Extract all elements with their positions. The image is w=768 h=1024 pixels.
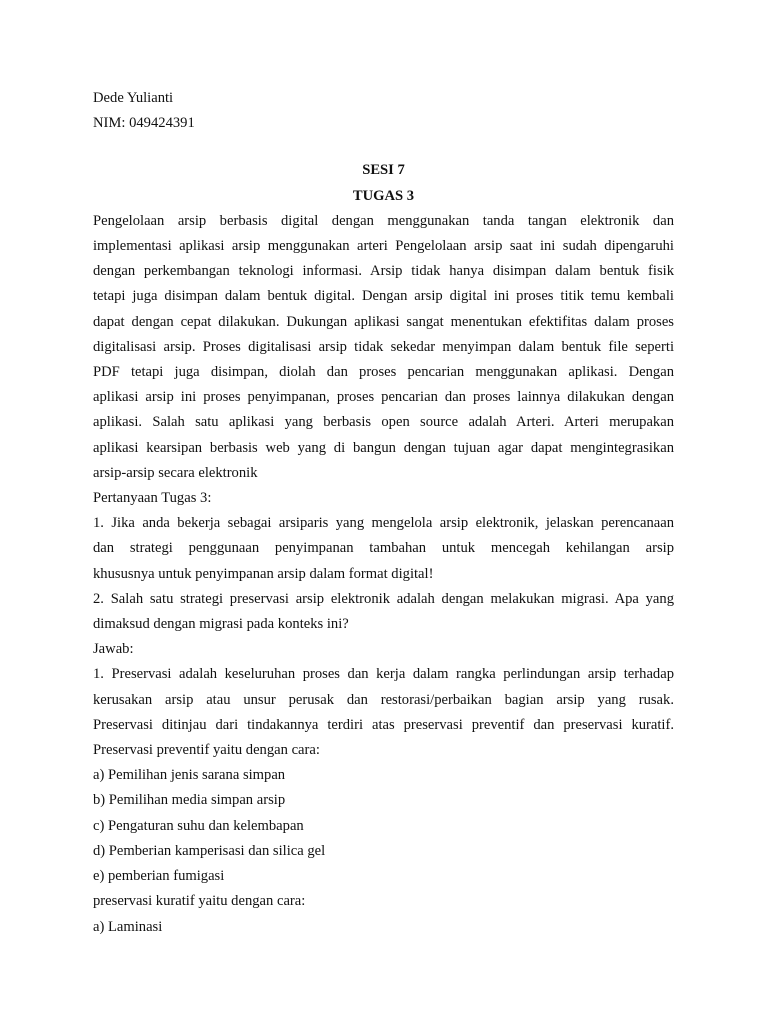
intro-line: dapat dengan cepat dilakukan. Dukungan aplikasi sangat menentukan efektifitas dalam proses: [93, 313, 674, 330]
intro-line: implementasi aplikasi arsip menggunakan arteri Pengelolaan arsip saat ini sudah dipengaruhi: [93, 238, 674, 255]
answer-1: [93, 662, 674, 738]
session-title: SESI 7: [362, 162, 405, 179]
answer-1-line: Preservasi ditinjau dari tindakannya terdiri atas preservasi preventif dan preservasi kuratif.: [93, 716, 674, 733]
question-1: [93, 511, 674, 587]
intro-line: arsip-arsip secara elektronik: [93, 464, 258, 481]
intro-line: digitalisasi arsip. Proses digitalisasi arsip tidak sekedar menyimpan dalam bentuk file seperti: [93, 338, 674, 355]
list-item: e) pemberian fumigasi: [93, 868, 225, 885]
answer-1-line: 1. Preservasi adalah keseluruhan proses dan kerja dalam rangka perlindungan arsip terhadap: [93, 666, 674, 683]
intro-line: aplikasi kearsipan berbasis web yang di bangun dengan tujuan agar dapat mengintegrasikan: [93, 439, 674, 456]
question-2-line: 2. Salah satu strategi preservasi arsip elektronik adalah dengan melakukan migrasi. Apa yang: [93, 590, 674, 607]
intro-paragraph: [93, 209, 674, 486]
list-item: a) Pemilihan jenis sarana simpan: [93, 767, 286, 784]
intro-line: tetapi juga disimpan dalam bentuk digital. Dengan arsip digital ini proses titik temu kembali: [93, 288, 674, 305]
author-name: Dede Yulianti: [93, 90, 174, 106]
list-item: c) Pengaturan suhu dan kelembapan: [93, 817, 304, 834]
spacer: [93, 136, 674, 158]
list-item: b) Pemilihan media simpan arsip: [93, 792, 286, 809]
question-2-line: dimaksud dengan migrasi pada konteks ini?: [93, 616, 349, 633]
intro-line: aplikasi. Salah satu aplikasi yang berbasis open source adalah Arteri. Arteri merupakan: [93, 414, 674, 431]
list-item: d) Pemberian kamperisasi dan silica gel: [93, 842, 326, 859]
questions-heading: Pertanyaan Tugas 3:: [93, 490, 212, 507]
intro-line: PDF tetapi juga disimpan, diolah dan proses pencarian menggunakan aplikasi. Dengan: [93, 364, 674, 381]
curative-heading: preservasi kuratif yaitu dengan cara:: [93, 893, 306, 910]
question-2: [93, 587, 674, 637]
curative-list: [93, 915, 674, 940]
intro-line: aplikasi arsip ini proses penyimpanan, proses pencarian dan proses lainnya dilakukan dengan: [93, 389, 674, 406]
intro-line: Pengelolaan arsip berbasis digital dengan menggunakan tanda tangan elektronik dan: [93, 212, 674, 229]
preventive-list: [93, 763, 674, 889]
assignment-title: TUGAS 3: [352, 187, 415, 204]
question-1-line: dan strategi penggunaan penyimpanan tambahan untuk mencegah kehilangan arsip: [93, 540, 674, 557]
answer-1-line: kerusakan arsip atau unsur perusak dan restorasi/perbaikan bagian arsip yang rusak.: [93, 691, 674, 708]
question-1-line: 1. Jika anda bekerja sebagai arsiparis yang mengelola arsip elektronik, jelaskan perencanaan: [93, 515, 674, 532]
preventive-heading: Preservasi preventif yaitu dengan cara:: [93, 742, 320, 759]
answer-heading: Jawab:: [93, 641, 134, 658]
question-1-line: khususnya untuk penyimpanan arsip dalam format digital!: [93, 565, 434, 582]
intro-line: dengan perkembangan teknologi informasi. Arsip tidak hanya disimpan dalam bentuk fisik: [93, 263, 674, 280]
student-id: NIM: 049424391: [93, 115, 195, 132]
list-item: a) Laminasi: [93, 918, 163, 935]
